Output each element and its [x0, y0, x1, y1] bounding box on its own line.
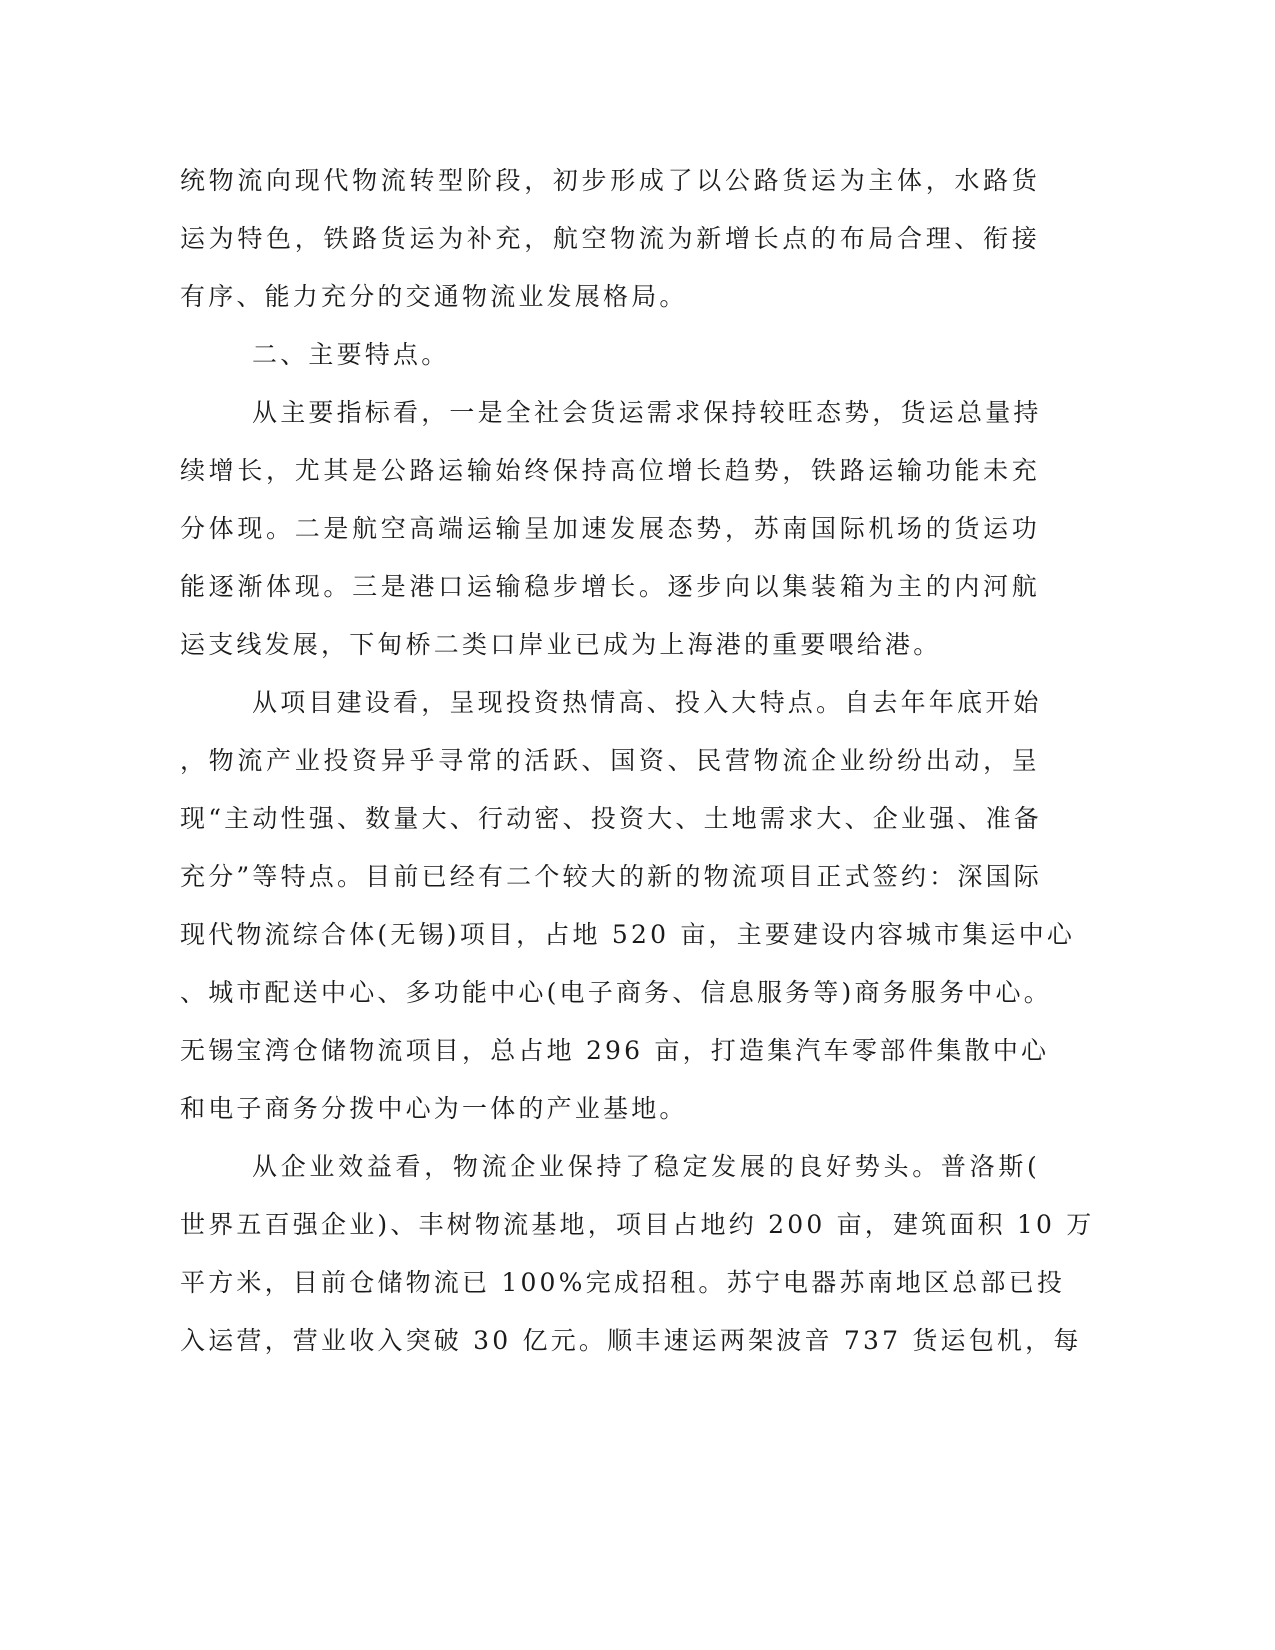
- document-body: [180, 152, 1095, 1370]
- text-line: 世界五百强企业)、丰树物流基地，项目占地约 200 亩，建筑面积 10 万: [180, 1210, 1095, 1239]
- text-line: 续增长，尤其是公路运输始终保持高位增长趋势，铁路运输功能未充: [180, 456, 1040, 485]
- text-line: 分体现。二是航空高端运输呈加速发展态势，苏南国际机场的货运功: [180, 514, 1040, 543]
- section-heading: 二、主要特点。: [252, 340, 450, 369]
- text-line: ，物流产业投资异乎寻常的活跃、国资、民营物流企业纷纷出动，呈: [180, 746, 1040, 775]
- text-line: 有序、能力充分的交通物流业发展格局。: [180, 282, 688, 311]
- text-line: 、城市配送中心、多功能中心(电子商务、信息服务等)商务服务中心。: [180, 978, 1052, 1007]
- text-line: 能逐渐体现。三是港口运输稳步增长。逐步向以集装箱为主的内河航: [180, 572, 1040, 601]
- text-line: 充分”等特点。目前已经有二个较大的新的物流项目正式签约：深国际: [180, 862, 1042, 891]
- text-line: 统物流向现代物流转型阶段，初步形成了以公路货运为主体，水路货: [180, 166, 1040, 195]
- text-line: 从企业效益看，物流企业保持了稳定发展的良好势头。普洛斯(: [252, 1152, 1040, 1181]
- text-line: 从主要指标看，一是全社会货运需求保持较旺态势，货运总量持: [252, 398, 1042, 427]
- text-line: 运支线发展，下甸桥二类口岸业已成为上海港的重要喂给港。: [180, 630, 942, 659]
- text-line: 无锡宝湾仓储物流项目，总占地 296 亩，打造集汽车零部件集散中心: [180, 1036, 1050, 1065]
- text-line: 现代物流综合体(无锡)项目，占地 520 亩，主要建设内容城市集运中心: [180, 920, 1076, 949]
- text-line: 从项目建设看，呈现投资热情高、投入大特点。自去年年底开始: [252, 688, 1042, 717]
- text-line: 运为特色，铁路货运为补充，航空物流为新增长点的布局合理、衔接: [180, 224, 1040, 253]
- text-line: 平方米，目前仓储物流已 100%完成招租。苏宁电器苏南地区总部已投: [180, 1268, 1066, 1297]
- text-line: 现“主动性强、数量大、行动密、投资大、土地需求大、企业强、准备: [180, 804, 1042, 833]
- text-line: 和电子商务分拨中心为一体的产业基地。: [180, 1094, 688, 1123]
- text-line: 入运营，营业收入突破 30 亿元。顺丰速运两架波音 737 货运包机，每: [180, 1326, 1082, 1355]
